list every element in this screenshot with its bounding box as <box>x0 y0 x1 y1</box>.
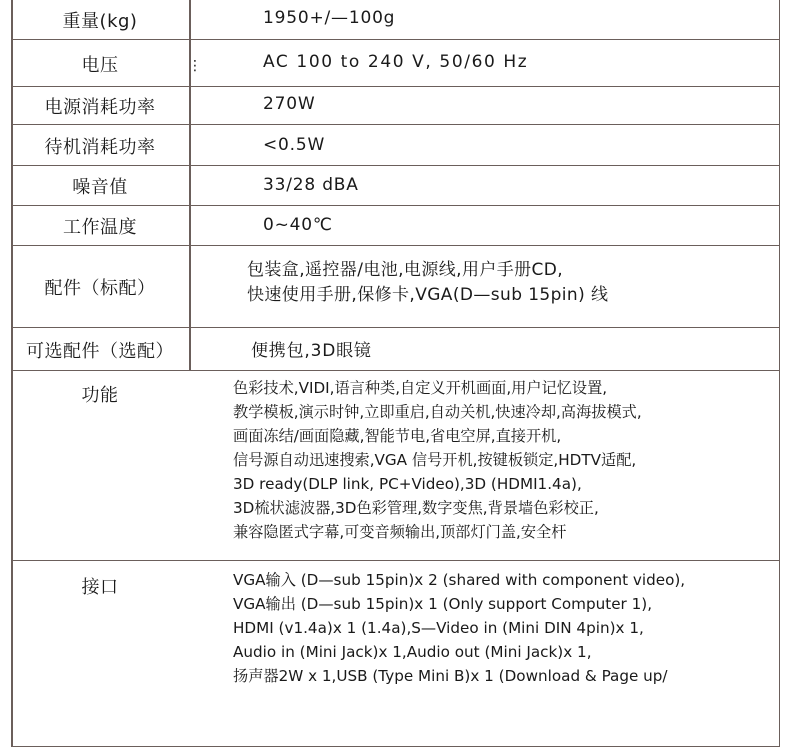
value-line: 色彩技术,VIDI,语言种类,自定义开机画面,用户记忆设置, <box>233 379 608 397</box>
divider-dot: ⋮ <box>188 58 202 74</box>
row-value: 便携包,3D眼镜 <box>251 341 372 361</box>
table-row-features <box>11 371 780 561</box>
row-value: 270W <box>263 94 316 114</box>
row-label: 待机消耗功率 <box>44 136 156 158</box>
value-line: VGA输出 (D—sub 15pin)x 1 (Only support Computer 1), <box>233 595 653 613</box>
row-label: 功能 <box>81 385 119 406</box>
value-line: 画面冻结/画面隐藏,智能节电,省电空屏,直接开机, <box>233 427 562 445</box>
table-row-standby-power <box>11 125 780 166</box>
value-line: 信号源自动迅速搜索,VGA 信号开机,按键板锁定,HDTV适配, <box>233 451 637 469</box>
row-label: 噪音值 <box>72 177 128 198</box>
value-line: 教学模板,演示时钟,立即重启,自动关机,快速冷却,高海拔模式, <box>233 403 642 421</box>
value-line: 扬声器2W x 1,USB (Type Mini B)x 1 (Download & Page up/ <box>233 667 668 685</box>
row-value <box>233 376 642 544</box>
row-value <box>247 258 608 308</box>
row-value: <0.5W <box>263 135 326 155</box>
table-row-power <box>11 87 780 125</box>
table-row-noise <box>11 166 780 206</box>
row-value: 0~40℃ <box>263 215 333 235</box>
value-line: Audio in (Mini Jack)x 1,Audio out (Mini Jack)x 1, <box>233 643 592 661</box>
value-line: VGA输入 (D—sub 15pin)x 2 (shared with component video), <box>233 571 686 589</box>
value-line: 3D ready(DLP link, PC+Video),3D (HDMI1.4a), <box>233 475 582 493</box>
row-label: 工作温度 <box>63 217 137 238</box>
row-value <box>233 568 685 688</box>
row-label: 电源消耗功率 <box>44 97 156 118</box>
value-line: 3D梳状滤波器,3D色彩管理,数字变焦,背景墙色彩校正, <box>233 499 599 517</box>
row-label: 电压 <box>81 54 119 76</box>
row-value: 33/28 dBA <box>263 175 359 195</box>
table-row-accessories <box>11 246 780 328</box>
value-line: 兼容隐匿式字幕,可变音频输出,顶部灯门盖,安全杆 <box>233 523 567 541</box>
row-label: 接口 <box>81 577 119 598</box>
row-value: 1950+/—100g <box>263 8 396 28</box>
value-line: 快速使用手册,保修卡,VGA(D—sub 15pin) 线 <box>247 285 609 305</box>
table-row-interfaces <box>11 561 780 747</box>
table-row-weight <box>11 0 780 40</box>
table-row-voltage <box>11 40 780 87</box>
row-label: 重量(kg) <box>62 11 138 32</box>
row-label: 可选配件（选配） <box>26 340 174 362</box>
spec-table <box>11 0 780 747</box>
value-line: HDMI (v1.4a)x 1 (1.4a),S—Video in (Mini DIN 4pin)x 1, <box>233 619 644 637</box>
row-value: AC 100 to 240 V, 50/60 Hz <box>263 52 529 72</box>
table-row-optional-accessories <box>11 328 780 371</box>
row-label: 配件（标配） <box>44 278 156 299</box>
table-row-temperature <box>11 206 780 246</box>
value-line: 包装盒,遥控器/电池,电源线,用户手册CD, <box>247 260 564 280</box>
